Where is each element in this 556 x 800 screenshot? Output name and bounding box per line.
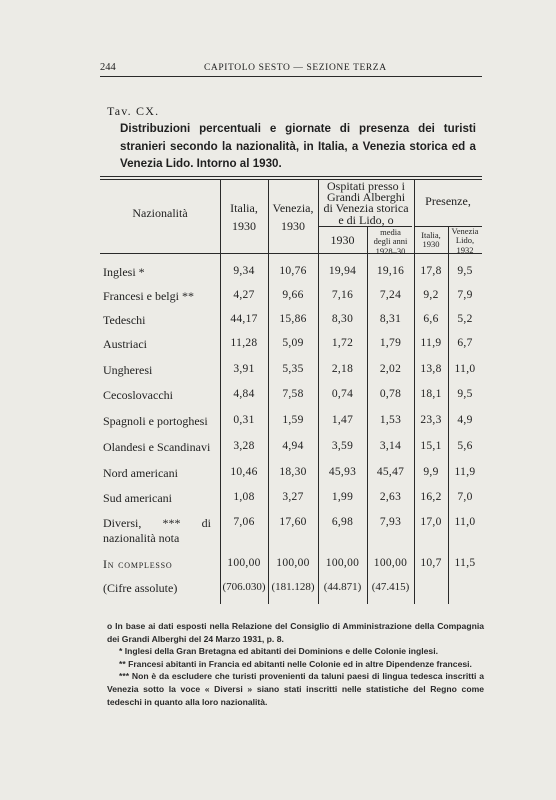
table-cell: 7,24 bbox=[379, 289, 402, 301]
table-cell: 100,00 bbox=[325, 557, 360, 569]
table-cell: 8,31 bbox=[379, 313, 402, 325]
table-cell: 3,28 bbox=[233, 440, 255, 452]
table-row bbox=[100, 581, 482, 611]
footnote-inglesi: * Inglesi della Gran Bretagna ed abitanti dei Dominions e delle Colonie inglesi. bbox=[119, 646, 438, 657]
table-cell: 100,00 bbox=[373, 557, 408, 569]
table-cell: 100,00 bbox=[276, 557, 310, 569]
table-cell: 9,34 bbox=[233, 265, 255, 277]
table-row bbox=[100, 516, 482, 546]
row-label: Nord americani bbox=[103, 466, 178, 480]
col-header-nazionalita: Nazionalità bbox=[132, 206, 188, 220]
table-cell: 0,31 bbox=[233, 414, 255, 426]
table-cell: 5,35 bbox=[282, 363, 304, 375]
running-title: CAPITOLO SESTO — SEZIONE TERZA bbox=[204, 63, 387, 73]
table-cell: 3,59 bbox=[331, 440, 354, 452]
col-header-venezia-1930: Venezia, 1930 bbox=[272, 201, 314, 233]
table-cell: 11,0 bbox=[454, 516, 476, 528]
table-cell: 11,0 bbox=[454, 363, 476, 375]
table-cell: 3,91 bbox=[233, 363, 255, 375]
table-cell: 4,84 bbox=[233, 388, 255, 400]
table-cell: 10,46 bbox=[230, 466, 258, 478]
table-cell: 11,5 bbox=[454, 557, 476, 569]
table-cell: 17,0 bbox=[420, 516, 442, 528]
table-cell: 3,27 bbox=[282, 491, 304, 503]
table-cell: 2,02 bbox=[379, 363, 402, 375]
table-cell: 4,9 bbox=[457, 414, 473, 426]
table-cell: 18,30 bbox=[279, 466, 307, 478]
table-cell: 45,93 bbox=[328, 466, 357, 478]
col-header-presenze-venezia-lido: Venezia Lido, 1932 bbox=[451, 226, 479, 255]
table-cell: (44.871) bbox=[323, 581, 362, 593]
table-cell: 10,76 bbox=[279, 265, 307, 277]
table-cell: 7,0 bbox=[457, 491, 473, 503]
table-cell: 18,1 bbox=[420, 388, 442, 400]
table-cell: 9,66 bbox=[282, 289, 304, 301]
table-cell: 5,6 bbox=[457, 440, 473, 452]
row-label: Francesi e belgi ** bbox=[103, 289, 194, 303]
row-label: Austriaci bbox=[103, 337, 147, 351]
table-cell: 6,7 bbox=[457, 337, 473, 349]
col-header-ospitati-media: media degli anni 1928–30 bbox=[373, 227, 408, 256]
table-cell: 1,47 bbox=[331, 414, 354, 426]
table-cell: (706.030) bbox=[222, 581, 266, 593]
table-cell: 11,9 bbox=[454, 466, 476, 478]
table-cell: 7,16 bbox=[331, 289, 354, 301]
row-label: Tedeschi bbox=[103, 313, 146, 327]
page-number: 244 bbox=[100, 62, 116, 73]
table-cell: 9,9 bbox=[423, 466, 439, 478]
col-header-presenze: Presenze, bbox=[425, 194, 471, 208]
table-cell: 11,28 bbox=[230, 337, 258, 349]
table-cell: 9,5 bbox=[457, 388, 473, 400]
table-label: Tav. CX. bbox=[107, 104, 160, 118]
table-cell: 5,09 bbox=[282, 337, 304, 349]
table-cell: 1,08 bbox=[233, 491, 255, 503]
row-label: Cecoslovacchi bbox=[103, 388, 173, 402]
table-cell: 7,9 bbox=[457, 289, 473, 301]
col-header-italia-1930: Italia, 1930 bbox=[230, 201, 258, 233]
table-cell: 11,9 bbox=[420, 337, 442, 349]
table-cell: 4,27 bbox=[233, 289, 255, 301]
table-cell: 8,30 bbox=[331, 313, 354, 325]
table-cell: 0,78 bbox=[379, 388, 402, 400]
row-label: Spagnoli e portoghesi bbox=[103, 414, 208, 428]
footnotes bbox=[107, 620, 484, 708]
table-cell: 1,53 bbox=[379, 414, 402, 426]
footnote-francesi: ** Francesi abitanti in Francia ed abitanti nelle Colonie ed in altre Dipendenze francesi. bbox=[119, 658, 472, 669]
table-cell: 7,93 bbox=[379, 516, 402, 528]
table-cell: 7,06 bbox=[233, 516, 255, 528]
table-cell: 44,17 bbox=[230, 313, 258, 325]
table-top-rule-2 bbox=[100, 179, 482, 180]
table-cell: 19,94 bbox=[328, 265, 357, 277]
table-cell: 6,6 bbox=[423, 313, 439, 325]
table-cell: 1,59 bbox=[282, 414, 304, 426]
table-cell: 100,00 bbox=[227, 557, 261, 569]
table-cell: 4,94 bbox=[282, 440, 304, 452]
col-header-presenze-italia: Italia, 1930 bbox=[421, 230, 441, 250]
table-cell: 7,58 bbox=[282, 388, 304, 400]
row-label: Ungheresi bbox=[103, 363, 153, 377]
table-cell: 15,1 bbox=[420, 440, 442, 452]
table-cell: 45,47 bbox=[376, 466, 405, 478]
header-bottom-rule bbox=[100, 253, 482, 254]
table-cell: (47.415) bbox=[371, 581, 410, 593]
table-cell: 15,86 bbox=[279, 313, 307, 325]
table-title: Distribuzioni percentuali e giornate di presenza dei turisti stranieri secondo la nazionalità, in Italia, a Venezia storica ed a Venezia Lido. Intorno al 1930. bbox=[120, 122, 476, 170]
col-header-ospitati: Ospitati presso i Grandi Alberghi di Venezia storica e di Lido, o bbox=[323, 179, 409, 227]
table-cell: 1,72 bbox=[331, 337, 354, 349]
table-cell: 1,99 bbox=[331, 491, 354, 503]
footnote-diversi: *** Non è da escludere che turisti provenienti da taluni paesi di lingua tedesca inscritti a Venezia sotto la voce « Diversi » siano stati inscritti nelle statistiche del Regno come tedeschi in quanto alla loro nazionalità. bbox=[107, 671, 484, 707]
row-label: Inglesi * bbox=[103, 265, 145, 279]
table-cell: 17,60 bbox=[279, 516, 307, 528]
table-cell: (181.128) bbox=[271, 581, 315, 593]
table-cell: 6,98 bbox=[331, 516, 354, 528]
row-label: Olandesi e Scandinavi bbox=[103, 440, 211, 454]
table-cell: 9,5 bbox=[457, 265, 473, 277]
footnote-source: o In base ai dati esposti nella Relazione del Consiglio di Amministrazione della Compagnia dei Grandi Alberghi del 24 Marzo 1931, p. 8. bbox=[107, 621, 484, 644]
running-header bbox=[100, 62, 482, 77]
table-cell: 5,2 bbox=[457, 313, 473, 325]
table-top-rule bbox=[100, 176, 482, 177]
table-cell: 2,63 bbox=[379, 491, 402, 503]
table-cell: 10,7 bbox=[420, 557, 442, 569]
row-label: (Cifre assolute) bbox=[103, 581, 178, 595]
table-cell: 3,14 bbox=[379, 440, 402, 452]
table-cell: 9,2 bbox=[423, 289, 439, 301]
row-label: Sud americani bbox=[103, 491, 172, 505]
table-cell: 16,2 bbox=[420, 491, 442, 503]
table-cell: 17,8 bbox=[420, 265, 442, 277]
row-label: In complesso bbox=[103, 557, 173, 571]
col-header-ospitati-1930: 1930 bbox=[330, 233, 355, 247]
table-cell: 0,74 bbox=[331, 388, 354, 400]
table-cell: 23,3 bbox=[420, 414, 442, 426]
table-cell: 19,16 bbox=[376, 265, 405, 277]
table-cell: 1,79 bbox=[379, 337, 402, 349]
table-cell: 13,8 bbox=[420, 363, 442, 375]
row-label: Diversi, *** di nazionalità nota bbox=[103, 516, 211, 545]
table-cell: 2,18 bbox=[331, 363, 354, 375]
